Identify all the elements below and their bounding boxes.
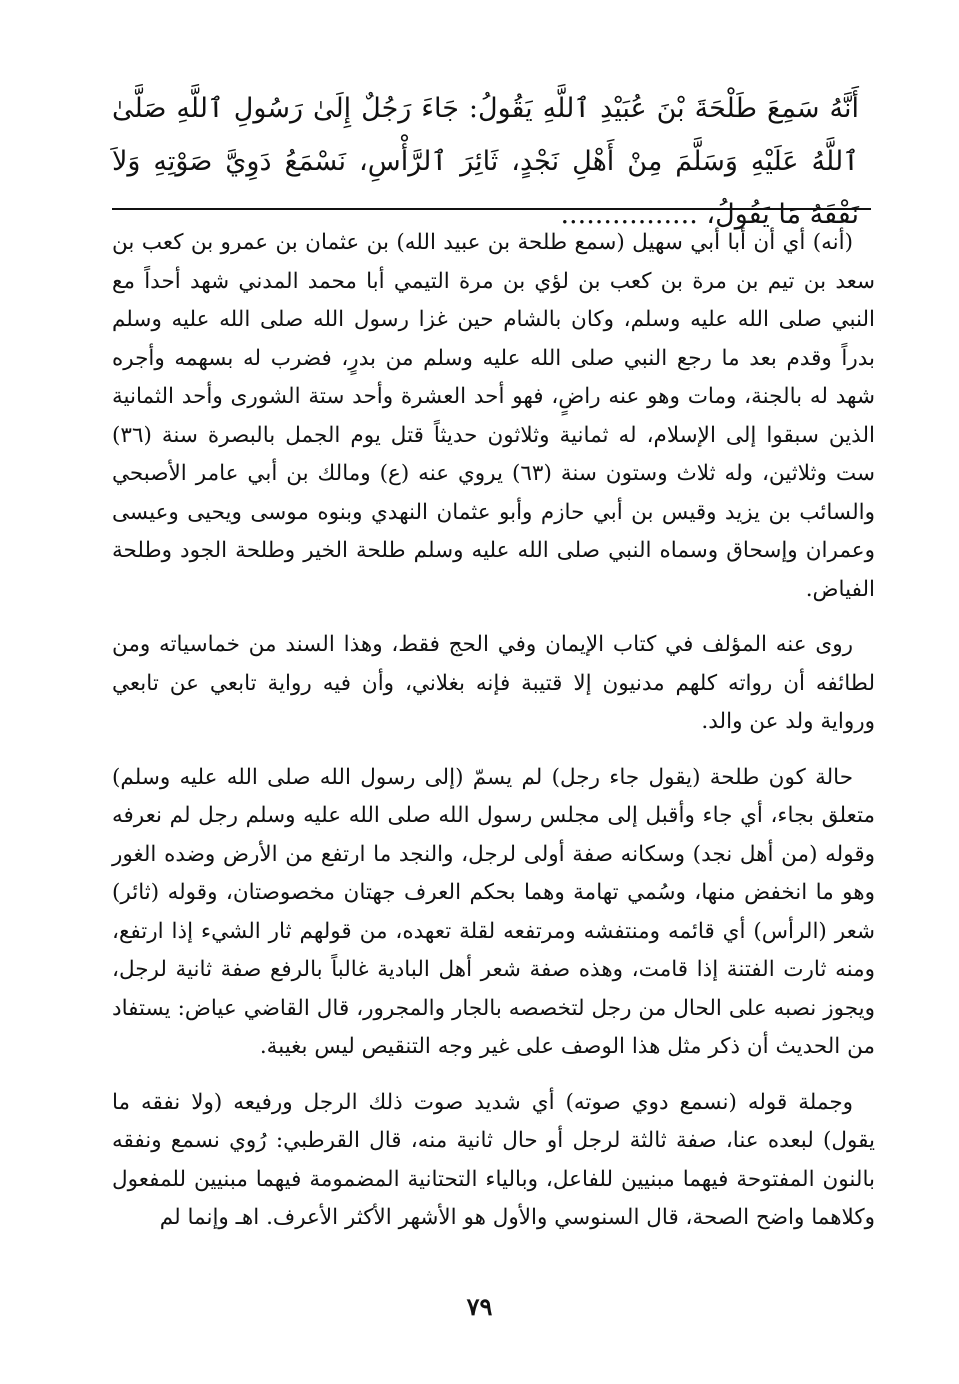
page-number: ٧٩: [466, 1292, 493, 1321]
commentary-paragraph: [112, 1084, 875, 1238]
commentary-text: (أنه) أي أن أبا أبي سهيل (سمع طلحة بن عبيد الله) بن عثمان بن عمرو بن كعب بن سعد بن تيم بن مرة بن كعب بن لؤي بن مرة التيمي أبا محمد المدني شهد أحداً مع النبي صلى الله عليه وسلم، وكان بالشام حين غزا رسول الله صلى الله عليه وسلم بدراً وقدم بعد ما رجع النبي صلى الله عليه وسلم من بدرٍ، فضرب له بسهمه وأجره شهد له بالجنة، ومات وهو عنه راضٍ، فهو أحد العشرة وأحد ستة الشورى وأحد الثمانية الذين سبقوا إلى الإسلام، له ثمانية وثلاثون حديثاً قتل يوم الجمل بالبصرة سنة (٣٦) ست وثلاثين، وله ثلاث وستون سنة (٦٣) يروي عنه (ع) ومالك بن أبي عامر الأصبحي والسائب بن يزيد وقيس بن أبي حازم وأبو عثمان النهدي وبنوه موسى ويحيى وعيسى وعمران وإسحاق وسماه النبي صلى الله عليه وسلم طلحة الخير وطلحة الجود وطلحة الفياض.: [112, 230, 875, 602]
commentary-text: وجملة قوله (نسمع دوي صوته) أي شديد صوت ذلك الرجل ورفيعه (ولا نفقه ما يقول) لبعده عنا، صفة ثالثة لرجل أو حال ثانية منه، قال القرطبي: رُوي نسمع ونفقه بالنون المفتوحة فيهما مبنيين للفاعل، وبالياء التحتانية المضمومة فيهما مبنيين للمفعول وكلاهما واضح الصحة، قال السنوسي والأول هو الأشهر الأكثر الأعرف. اهـ وإنما لم: [112, 1089, 875, 1230]
hadith-main-text: أَنَّهُ سَمِعَ طَلْحَةَ بْنَ عُبَيْدِ ٱللَّهِ يَقُولُ: جَاءَ رَجُلٌ إِلَىٰ رَسُولِ ٱللَّهِ صَلَّىٰ ٱللَّهُ عَلَيْهِ وَسَلَّمَ مِنْ أَهْلِ نَجْدٍ، ثَائِرَ ٱلرَّأْسِ، نَسْمَعُ دَوِيَّ صَوْتِهِ وَلاَ نَفْقَهُ مَا يَقُولُ، ................: [112, 93, 859, 230]
divider-line: [112, 208, 871, 210]
commentary-text: حالة كون طلحة (يقول جاء رجل) لم يسمّ (إلى رسول الله صلى الله عليه وسلم) متعلق بجاء، أي جاء وأقبل إلى مجلس رسول الله صلى الله عليه وسلم رجل لم نعرفه وقوله (من أهل نجد) وسكانه صفة أولى لرجل، والنجد ما ارتفع من الأرض وضده الغور وهو ما انخفض منها، وسُمي تهامة وهما بحكم العرف جهتان مخصوصتان، وقوله (ثائر) شعر (الرأس) أي قائمه ومنتفشه ومرتفعه لقلة تعهده، من قولهم ثار الشيء إذا ارتفع، ومنه ثارت الفتنة إذا قامت، وهذه صفة شعر أهل البادية غالباً بالرفع صفة ثانية لرجل، ويجوز نصبه على الحال من رجل لتخصصه بالجار والمجرور، قال القاضي عياض: يستفاد من الحديث أن ذكر مثل هذا الوصف على غير وجه التنقيص ليس بغيبة.: [112, 764, 875, 1059]
commentary-block: [112, 224, 875, 1255]
commentary-paragraph: [112, 626, 875, 742]
commentary-paragraph: [112, 759, 875, 1067]
commentary-paragraph: [112, 224, 875, 609]
commentary-text: روى عنه المؤلف في كتاب الإيمان وفي الحج فقط، وهذا السند من خماسياته ومن لطائفه أن رواته كلهم مدنيون إلا قتيبة فإنه بغلاني، وأن فيه رواية تابعي عن تابعي ورواية ولد عن والد.: [112, 632, 875, 734]
